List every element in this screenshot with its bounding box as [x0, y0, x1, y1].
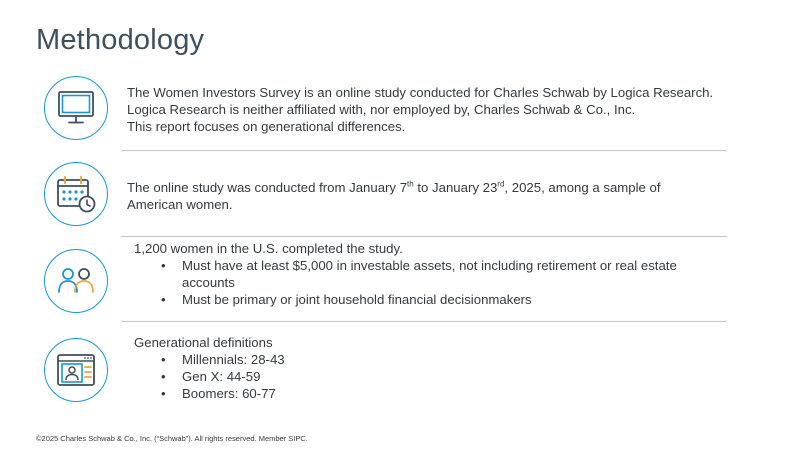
- calendar-clock-icon: [56, 174, 96, 214]
- people-icon: [56, 261, 96, 301]
- list-item: • Boomers: 60-77: [159, 385, 534, 402]
- divider: [121, 150, 727, 151]
- section2-icon-circle: [44, 162, 108, 226]
- section3-text: [134, 240, 724, 308]
- section1-icon-circle: [44, 76, 108, 140]
- list-item: • Must have at least $5,000 in investable assets, not including retirement or real estate accounts: [159, 257, 724, 291]
- section3-bullet-list: [159, 257, 724, 308]
- copyright-footer: ©2025 Charles Schwab & Co., Inc. (“Schwab”). All rights reserved. Member SIPC.: [36, 434, 308, 443]
- section4-icon-circle: [44, 338, 108, 402]
- section1-line-2: Logica Research is neither affiliated with, nor employed by, Charles Schwab & Co., Inc.: [127, 102, 636, 117]
- section2-text: [127, 179, 727, 213]
- divider: [121, 321, 727, 322]
- section1-line-1: The Women Investors Survey is an online study conducted for Charles Schwab by Logica Research.: [127, 85, 714, 100]
- section1-text: [127, 84, 767, 135]
- profile-window-icon: [56, 350, 96, 390]
- section3-icon-circle: [44, 249, 108, 313]
- section4-text: [134, 334, 534, 402]
- section2-line-1: The online study was conducted from January 7th to January 23rd, 2025, among a sample of: [127, 179, 661, 195]
- section1-line-3: This report focuses on generational differences.: [127, 119, 406, 134]
- list-item: • Millennials: 28-43: [159, 351, 534, 368]
- list-item: • Must be primary or joint household financial decisionmakers: [159, 291, 724, 308]
- section4-intro: Generational definitions: [134, 335, 273, 350]
- list-item: • Gen X: 44-59: [159, 368, 534, 385]
- section3-intro: 1,200 women in the U.S. completed the study.: [134, 241, 403, 256]
- section2-line-2: American women.: [127, 197, 233, 212]
- monitor-icon: [56, 88, 96, 128]
- page-title: Methodology: [36, 24, 205, 56]
- divider: [121, 236, 727, 237]
- section4-bullet-list: [159, 351, 534, 402]
